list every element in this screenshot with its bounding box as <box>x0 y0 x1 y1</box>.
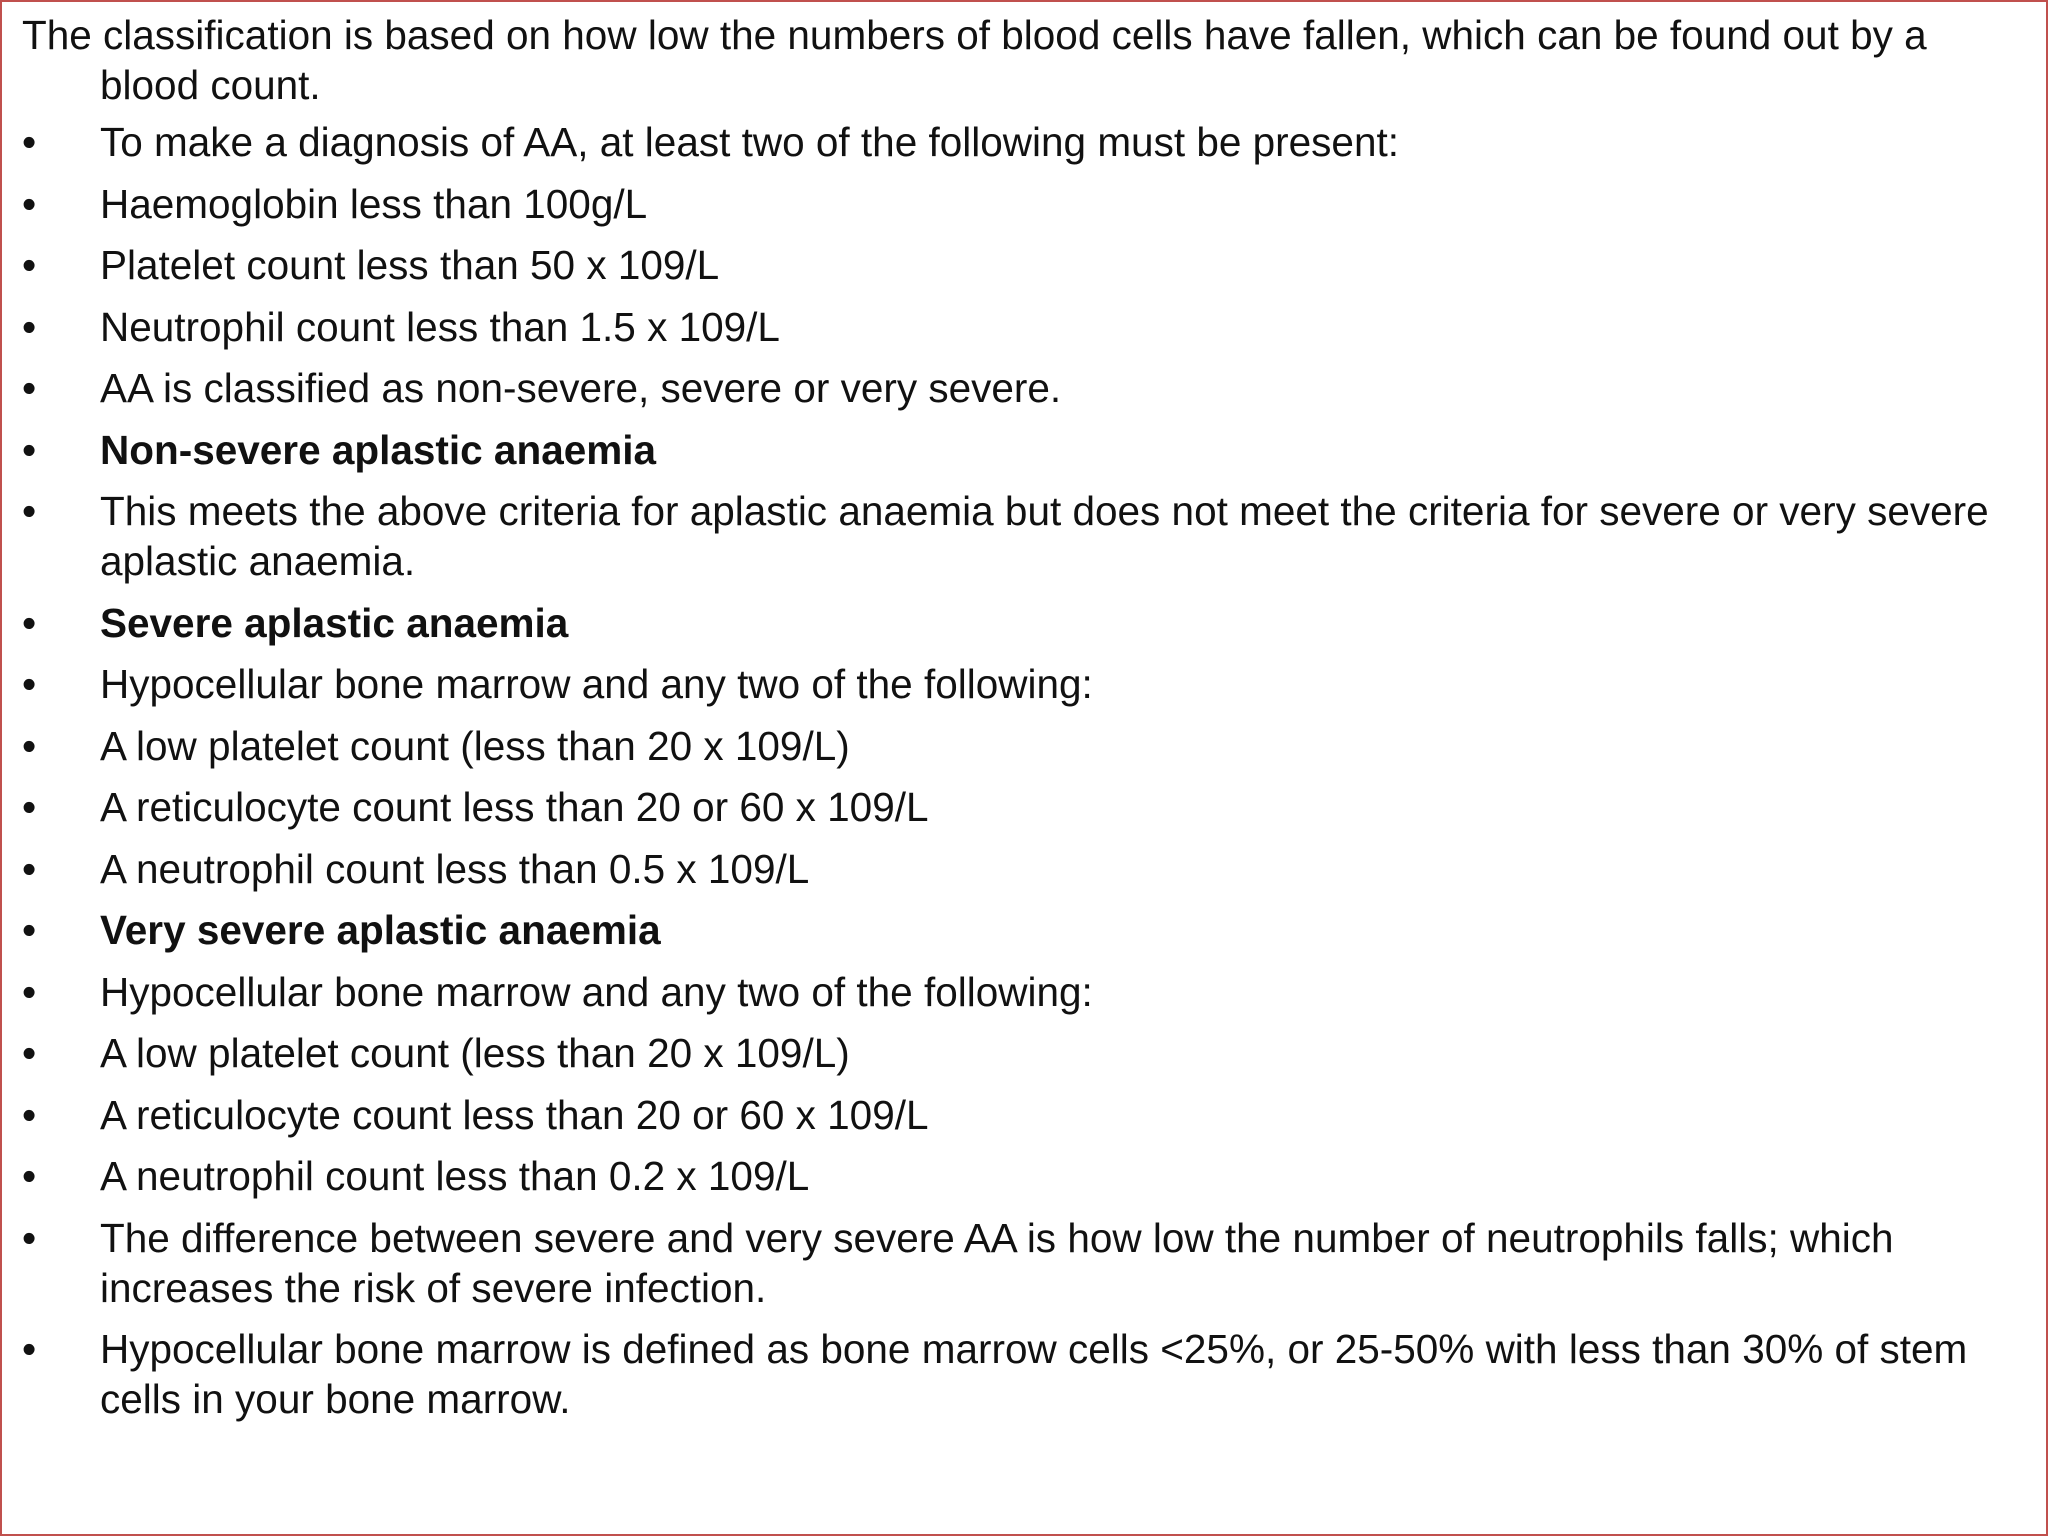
bullet-item <box>22 486 2022 586</box>
bullet-icon: • <box>22 784 37 830</box>
bullet-text: Neutrophil count less than 1.5 x 109/L <box>100 303 780 350</box>
bullet-text: The difference between severe and very severe AA is how low the number of neutrophils falls; which increases the risk of severe infection. <box>100 1214 1894 1311</box>
bullet-text: To make a diagnosis of AA, at least two of the following must be present: <box>100 119 1399 165</box>
bullet-text: A reticulocyte count less than 20 or 60 x 109/L <box>100 784 929 830</box>
bullet-icon: • <box>22 119 37 165</box>
bullet-icon: • <box>22 1153 37 1199</box>
intro-paragraph: The classification is based on how low the numbers of blood cells have fallen, which can be found out by a blood count. <box>22 12 1927 108</box>
bullet-item <box>22 363 2022 413</box>
bullet-text: Platelet count less than 50 x 109/L <box>100 242 720 288</box>
bullet-text: A reticulocyte count less than 20 or 60 x 109/L <box>100 1091 929 1138</box>
bullet-icon: • <box>22 1030 37 1076</box>
bullet-icon: • <box>22 1326 37 1372</box>
bullet-icon: • <box>22 488 37 534</box>
bullet-text: Haemoglobin less than 100g/L <box>100 180 648 227</box>
bullet-item <box>22 844 2022 894</box>
bullet-item <box>22 1090 2022 1140</box>
bullet-item <box>22 1324 2022 1424</box>
bullet-list <box>22 117 2022 1424</box>
bullet-icon: • <box>22 365 37 411</box>
bullet-icon: • <box>22 1091 37 1138</box>
bullet-item <box>22 302 2022 352</box>
bullet-item <box>22 659 2022 709</box>
slide-content <box>22 10 2022 1436</box>
bullet-item <box>22 721 2022 771</box>
bullet-icon: • <box>22 180 37 227</box>
bullet-text: This meets the above criteria for aplastic anaemia but does not meet the criteria for severe or very severe aplastic anaemia. <box>100 488 1989 584</box>
bullet-item <box>22 1213 2022 1313</box>
bullet-text: Non-severe aplastic anaemia <box>100 426 657 473</box>
bullet-icon: • <box>22 722 37 769</box>
bullet-text: AA is classified as non-severe, severe or very severe. <box>100 365 1062 411</box>
bullet-item <box>22 782 2022 832</box>
bullet-icon: • <box>22 968 37 1015</box>
bullet-icon: • <box>22 599 37 646</box>
bullet-icon: • <box>22 907 37 953</box>
bullet-text: Hypocellular bone marrow and any two of the following: <box>100 661 1093 707</box>
bullet-text: Hypocellular bone marrow and any two of the following: <box>100 968 1093 1015</box>
bullet-item <box>22 1151 2022 1201</box>
bullet-icon: • <box>22 661 37 707</box>
bullet-text: A neutrophil count less than 0.2 x 109/L <box>100 1153 810 1199</box>
bullet-text: A low platelet count (less than 20 x 109/L) <box>100 1030 850 1076</box>
bullet-text: Severe aplastic anaemia <box>100 599 569 646</box>
bullet-icon: • <box>22 845 37 892</box>
bullet-item <box>22 117 2022 167</box>
bullet-text: Very severe aplastic anaemia <box>100 907 661 953</box>
bullet-icon: • <box>22 1214 37 1261</box>
bullet-item <box>22 179 2022 229</box>
bullet-item <box>22 1028 2022 1078</box>
bullet-text: Hypocellular bone marrow is defined as bone marrow cells <25%, or 25-50% with less than 30% of stem cells in your bone marrow. <box>100 1326 1968 1422</box>
bullet-item <box>22 967 2022 1017</box>
section-heading-item <box>22 905 2022 955</box>
section-heading-item <box>22 598 2022 648</box>
bullet-icon: • <box>22 426 37 473</box>
bullet-item <box>22 240 2022 290</box>
bullet-icon: • <box>22 303 37 350</box>
bullet-text: A neutrophil count less than 0.5 x 109/L <box>100 845 810 892</box>
bullet-text: A low platelet count (less than 20 x 109/L) <box>100 722 850 769</box>
bullet-icon: • <box>22 242 37 288</box>
section-heading-item <box>22 425 2022 475</box>
